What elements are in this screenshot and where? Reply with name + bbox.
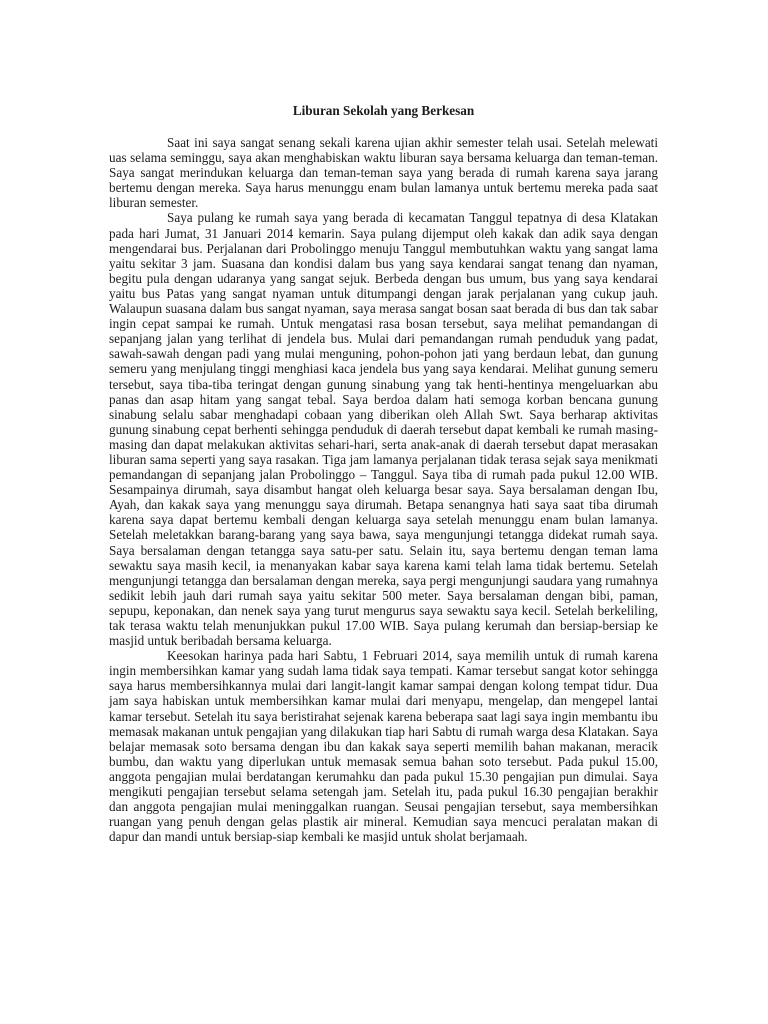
paragraph-2: Saya pulang ke rumah saya yang berada di kecamatan Tanggul tepatnya di desa Klatakan pada hari Jumat, 31 Januari 2014 kemarin. Saya pulang dijemput oleh kakak dan adik saya dengan mengendarai bus. Perjalanan dari Probolinggo menuju Tanggul membutuhkan waktu yang sangat lama yaitu sekitar 3 jam. Suasana dan kondisi dalam bus yang saya kendarai sangat tenang dan nyaman, begitu pula dengan udaranya yang sangat sejuk. Berbeda dengan bus umum, bus yang saya kendarai yaitu bus Patas yang sangat nyaman untuk ditumpangi dengan jarak perjalanan yang cukup jauh. Walaupun suasana dalam bus sangat nyaman, saya merasa sangat bosan saat berada di bus dan tak sabar ingin cepat sampai ke rumah. Untuk mengatasi rasa bosan tersebut, saya melihat pemandangan di sepanjang jalan yang terlihat di jendela bus. Mulai dari pemandangan rumah penduduk yang padat, sawah-sawah dengan padi yang mulai menguning, pohon-pohon jati yang berdaun lebat, dan gunung semeru yang menjulang tinggi menghiasi kaca jendela bus yang saya kendarai. Melihat gunung semeru tersebut, saya tiba-tiba teringat dengan gunung sinabung yang tak henti-hentinya mengeluarkan abu panas dan asap hitam yang sangat tebal. Saya berdoa dalam hati semoga korban bencana gunung sinabung selalu sabar menghadapi cobaan yang diberikan oleh Allah Swt. Saya berharap aktivitas gunung sinabung cepat berhenti sehingga penduduk di daerah tersebut dapat kembali ke rumah masing-masing dan dapat melakukan aktivitas sehari-hari, serta anak-anak di daerah tersebut dapat merasakan liburan sama seperti yang saya rasakan. Tiga jam lamanya perjalanan tidak terasa sejak saya menikmati pemandangan di sepanjang jalan Probolinggo – Tanggul. Saya tiba di rumah pada pukul 12.00 WIB. Sesampainya dirumah, saya disambut hangat oleh keluarga besar saya. Saya bersalaman dengan Ibu, Ayah, dan kakak saya yang menunggu saya dirumah. Betapa senangnya hati saya saat tiba dirumah karena saya dapat bertemu kembali dengan keluarga saya setelah menunggu enam bulan lamanya. Setelah meletakkan barang-barang yang saya bawa, saya mengunjungi tetangga didekat rumah saya. Saya bersalaman dengan tetangga saya satu-per satu. Selain itu, saya bertemu dengan teman lama sewaktu saya masih kecil, ia menanyakan kabar saya karena kami telah lama tidak bertemu. Setelah mengunjungi tetangga dan bersalaman dengan mereka, saya pergi mengunjungi saudara yang rumahnya sedikit lebih jauh dari rumah saya yaitu sekitar 500 meter. Saya bersalaman dengan bibi, paman, sepupu, keponakan, dan nenek saya yang turut mengurus saya sewaktu saya kecil. Setelah berkeliling, tak terasa waktu telah menunjukkan pukul 17.00 WIB. Saya pulang kerumah dan bersiap-bersiap ke masjid untuk beribadah bersama keluarga. (109, 210, 658, 649)
document-title: Liburan Sekolah yang Berkesan (292, 103, 475, 118)
document-page (109, 103, 658, 844)
paragraph-3: Keesokan harinya pada hari Sabtu, 1 Februari 2014, saya memilih untuk di rumah karena ingin membersihkan kamar yang sudah lama tidak saya tempati. Kamar tersebut sangat kotor sehingga saya harus membersihkannya mulai dari langit-langit kamar sampai dengan kolong tempat tidur. Dua jam saya habiskan untuk membersihkan kamar mulai dari menyapu, mengelap, dan mengepel lantai kamar tersebut. Setelah itu saya beristirahat sejenak karena beberapa saat lagi saya ingin membantu ibu memasak makanan untuk pengajian yang dilakukan tiap hari Sabtu di rumah warga desa Klatakan. Saya belajar memasak soto bersama dengan ibu dan kakak saya seperti memilih bahan makanan, meracik bumbu, dan waktu yang diperlukan untuk memasak semua bahan soto tersebut. Pada pukul 15.00, anggota pengajian mulai berdatangan kerumahku dan pada pukul 15.30 pengajian pun dimulai. Saya mengikuti pengajian tersebut selama setengah jam. Setelah itu, pada pukul 16.30 pengajian berakhir dan anggota pengajian mulai meninggalkan ruangan. Seusai pengajian tersebut, saya membersihkan ruangan yang penuh dengan gelas plastik air mineral. Kemudian saya mencuci peralatan makan di dapur dan mandi untuk bersiap-siap kembali ke masjid untuk sholat berjamaah. (109, 648, 658, 845)
paragraph-1: Saat ini saya sangat senang sekali karena ujian akhir semester telah usai. Setelah melewati uas selama seminggu, saya akan menghabiskan waktu liburan saya bersama keluarga dan teman-teman. Saya sangat merindukan keluarga dan teman-teman saya yang berada di rumah karena saya jarang bertemu dengan mereka. Saya harus menunggu enam bulan lamanya untuk bertemu mereka pada saat liburan semester. (109, 135, 658, 211)
